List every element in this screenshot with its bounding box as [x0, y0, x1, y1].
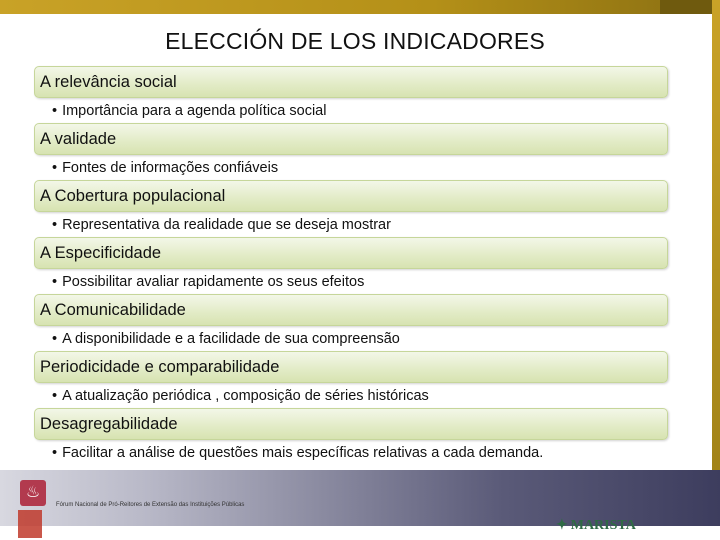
bullet-text: Facilitar a análise de questões mais específicas relativas a cada demanda. [62, 445, 544, 461]
indicator-heading-validade: A validade [34, 123, 668, 155]
top-decorative-band [0, 0, 720, 14]
indicator-bullet [52, 445, 543, 461]
institution-logo-icon [18, 510, 42, 538]
bullet-dot: • [52, 160, 58, 176]
bullet-text: Fontes de informações confiáveis [62, 160, 279, 176]
brand-text: MARISTA [570, 518, 636, 533]
indicator-heading-comunicabilidade: A Comunicabilidade [34, 294, 668, 326]
indicator-heading-especificidade: A Especificidade [34, 237, 668, 269]
indicator-bullet [52, 331, 400, 347]
marist-emblem-icon: ✦ [556, 518, 568, 533]
indicator-bullet [52, 274, 364, 290]
bullet-dot: • [52, 103, 58, 119]
bullet-dot: • [52, 217, 58, 233]
indicator-heading-cobertura: A Cobertura populacional [34, 180, 668, 212]
forum-logo-icon: ♨ [20, 480, 46, 506]
bullet-text: A disponibilidade e a facilidade de sua compreensão [62, 331, 400, 347]
bullet-dot: • [52, 331, 58, 347]
indicator-bullet [52, 388, 429, 404]
indicator-heading-desagregabilidade: Desagregabilidade [34, 408, 668, 440]
indicator-bullet [52, 103, 326, 119]
bullet-text: Possibilitar avaliar rapidamente os seus efeitos [62, 274, 365, 290]
bullet-text: A atualização periódica , composição de séries históricas [62, 388, 429, 404]
marista-brand [556, 517, 636, 534]
bullet-dot: • [52, 274, 58, 290]
indicator-bullet [52, 217, 391, 233]
right-decorative-band [712, 0, 720, 540]
bullet-text: Representativa da realidade que se deseja mostrar [62, 217, 391, 233]
bullet-dot: • [52, 388, 58, 404]
bullet-text: Importância para a agenda política social [62, 103, 327, 119]
indicator-bullet [52, 160, 278, 176]
indicator-heading-periodicidade: Periodicidade e comparabilidade [34, 351, 668, 383]
slide-title: ELECCIÓN DE LOS INDICADORES [165, 28, 545, 54]
indicator-heading-relevancia: A relevância social [34, 66, 668, 98]
forum-caption: Fórum Nacional de Pró-Reitores de Extensão das Instituições Públicas [56, 502, 245, 508]
bullet-dot: • [52, 445, 58, 461]
